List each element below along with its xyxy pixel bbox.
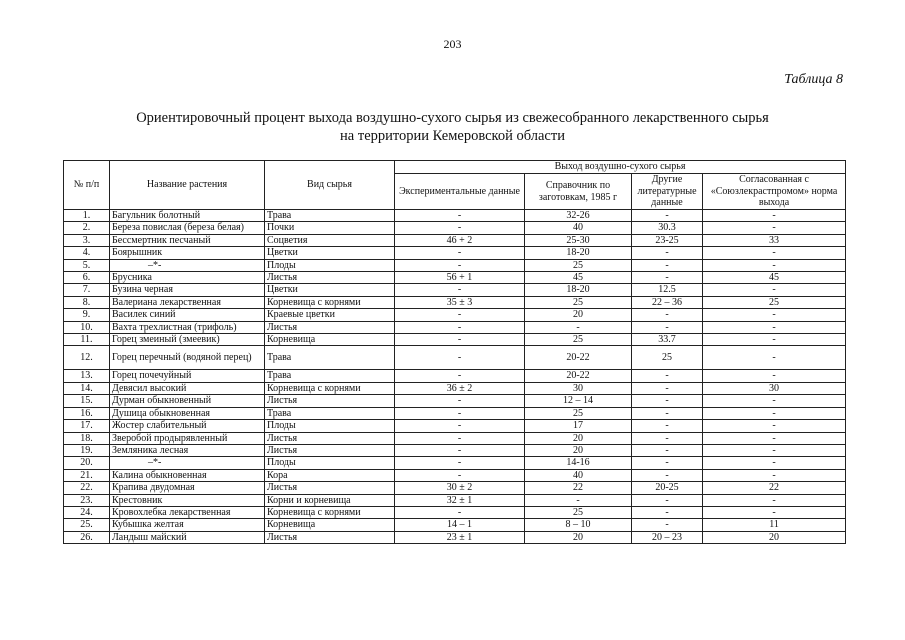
cell-num: 17. <box>64 420 110 432</box>
cell-num: 8. <box>64 296 110 308</box>
table-row <box>64 321 846 333</box>
cell-exp: - <box>395 210 525 222</box>
table-title <box>0 109 905 145</box>
cell-ref: 20-22 <box>525 370 632 382</box>
cell-agreed: 30 <box>703 382 846 394</box>
cell-num: 16. <box>64 407 110 419</box>
cell-exp: 23 ± 1 <box>395 531 525 543</box>
cell-exp: - <box>395 407 525 419</box>
table-row <box>64 469 846 481</box>
table-row <box>64 234 846 246</box>
cell-num: 12. <box>64 346 110 370</box>
cell-type: Листья <box>265 482 395 494</box>
cell-num: 23. <box>64 494 110 506</box>
title-line-2: на территории Кемеровской области <box>340 128 565 144</box>
cell-name: Калина обыкновенная <box>110 469 265 481</box>
table-row <box>64 506 846 518</box>
cell-name: Бузина черная <box>110 284 265 296</box>
cell-agreed: 33 <box>703 234 846 246</box>
cell-agreed: - <box>703 247 846 259</box>
table-row <box>64 482 846 494</box>
cell-name: Ландыш майский <box>110 531 265 543</box>
table-row <box>64 432 846 444</box>
cell-lit: - <box>632 519 703 531</box>
cell-exp: - <box>395 370 525 382</box>
cell-type: Корневища с корнями <box>265 382 395 394</box>
cell-ref: 25 <box>525 407 632 419</box>
cell-type: Листья <box>265 321 395 333</box>
header-group: Выход воздушно-сухого сырья <box>395 161 846 174</box>
cell-agreed: 11 <box>703 519 846 531</box>
table-row <box>64 259 846 271</box>
cell-exp: 32 ± 1 <box>395 494 525 506</box>
table-row <box>64 284 846 296</box>
header-agreed: Согласованная с «Союзлекрастпромом» норма выхода <box>703 174 846 210</box>
table-row <box>64 519 846 531</box>
cell-num: 11. <box>64 334 110 346</box>
cell-ref: 18-20 <box>525 247 632 259</box>
cell-agreed: - <box>703 370 846 382</box>
cell-exp: 46 + 2 <box>395 234 525 246</box>
cell-agreed: - <box>703 506 846 518</box>
header-name: Название растения <box>110 161 265 210</box>
cell-exp: 36 ± 2 <box>395 382 525 394</box>
cell-ref: 20-22 <box>525 346 632 370</box>
cell-name: Горец почечуйный <box>110 370 265 382</box>
table-row <box>64 395 846 407</box>
cell-lit: 12.5 <box>632 284 703 296</box>
cell-lit: 30.3 <box>632 222 703 234</box>
cell-name: Земляника лесная <box>110 444 265 456</box>
cell-agreed: - <box>703 432 846 444</box>
cell-agreed: - <box>703 334 846 346</box>
table-row <box>64 334 846 346</box>
cell-type: Цветки <box>265 284 395 296</box>
table-header <box>64 161 846 210</box>
cell-ref: 12 – 14 <box>525 395 632 407</box>
cell-name: Крапива двудомная <box>110 482 265 494</box>
cell-ref: 32-26 <box>525 210 632 222</box>
cell-exp: - <box>395 259 525 271</box>
cell-lit: - <box>632 272 703 284</box>
cell-lit: 22 – 36 <box>632 296 703 308</box>
cell-type: Краевые цветки <box>265 309 395 321</box>
cell-name: Василек синий <box>110 309 265 321</box>
cell-type: Почки <box>265 222 395 234</box>
cell-num: 24. <box>64 506 110 518</box>
cell-type: Корневища с корнями <box>265 296 395 308</box>
cell-ref: 25 <box>525 296 632 308</box>
cell-ref: 25-30 <box>525 234 632 246</box>
cell-ref: - <box>525 494 632 506</box>
cell-num: 25. <box>64 519 110 531</box>
cell-type: Трава <box>265 346 395 370</box>
cell-agreed: - <box>703 420 846 432</box>
cell-num: 20. <box>64 457 110 469</box>
cell-agreed: - <box>703 444 846 456</box>
header-lit: Другие литературные данные <box>632 174 703 210</box>
header-num: № п/п <box>64 161 110 210</box>
cell-type: Листья <box>265 432 395 444</box>
cell-name: Багульник болотный <box>110 210 265 222</box>
table-row <box>64 222 846 234</box>
cell-type: Трава <box>265 407 395 419</box>
cell-type: Цветки <box>265 247 395 259</box>
table-row <box>64 531 846 543</box>
header-ref: Справочник по заготовкам, 1985 г <box>525 174 632 210</box>
cell-lit: - <box>632 259 703 271</box>
cell-ref: - <box>525 321 632 333</box>
ditto-mark: –*- <box>148 457 162 469</box>
cell-ref: 25 <box>525 506 632 518</box>
cell-ref: 30 <box>525 382 632 394</box>
table-row <box>64 444 846 456</box>
cell-lit: - <box>632 420 703 432</box>
cell-exp: - <box>395 457 525 469</box>
cell-lit: - <box>632 309 703 321</box>
cell-num: 1. <box>64 210 110 222</box>
table-row <box>64 210 846 222</box>
cell-type: Корневища <box>265 519 395 531</box>
cell-ref: 40 <box>525 469 632 481</box>
cell-lit: - <box>632 432 703 444</box>
cell-type: Корневища <box>265 334 395 346</box>
ditto-mark: –*- <box>148 259 162 271</box>
cell-ref: 45 <box>525 272 632 284</box>
cell-lit: 25 <box>632 346 703 370</box>
cell-ref: 20 <box>525 444 632 456</box>
cell-num: 7. <box>64 284 110 296</box>
cell-agreed: - <box>703 309 846 321</box>
table-row <box>64 346 846 370</box>
header-exp: Экспериментальные данные <box>395 174 525 210</box>
page-number: 203 <box>443 37 462 51</box>
cell-lit: 23-25 <box>632 234 703 246</box>
cell-num: 10. <box>64 321 110 333</box>
cell-num: 18. <box>64 432 110 444</box>
cell-exp: - <box>395 346 525 370</box>
cell-agreed: - <box>703 259 846 271</box>
cell-agreed: 20 <box>703 531 846 543</box>
cell-num: 21. <box>64 469 110 481</box>
cell-exp: - <box>395 222 525 234</box>
cell-ref: 8 – 10 <box>525 519 632 531</box>
cell-agreed: - <box>703 395 846 407</box>
table-row <box>64 296 846 308</box>
cell-lit: - <box>632 210 703 222</box>
cell-exp: - <box>395 334 525 346</box>
cell-exp: - <box>395 309 525 321</box>
table-label: Таблица 8 <box>784 72 843 87</box>
cell-type: Листья <box>265 272 395 284</box>
cell-lit: - <box>632 321 703 333</box>
cell-agreed: - <box>703 494 846 506</box>
cell-lit: - <box>632 247 703 259</box>
cell-type: Соцветия <box>265 234 395 246</box>
cell-type: Плоды <box>265 420 395 432</box>
cell-num: 19. <box>64 444 110 456</box>
table-row <box>64 309 846 321</box>
cell-name: Душица обыкновенная <box>110 407 265 419</box>
cell-num: 26. <box>64 531 110 543</box>
table-body <box>64 210 846 544</box>
table-row <box>64 382 846 394</box>
cell-exp: 35 ± 3 <box>395 296 525 308</box>
cell-ref: 20 <box>525 432 632 444</box>
cell-type: Кора <box>265 469 395 481</box>
cell-lit: - <box>632 395 703 407</box>
cell-agreed: - <box>703 407 846 419</box>
cell-name-ditto <box>110 457 265 469</box>
cell-name: Зверобой продырявленный <box>110 432 265 444</box>
cell-exp: - <box>395 247 525 259</box>
cell-name: Брусника <box>110 272 265 284</box>
cell-type: Плоды <box>265 457 395 469</box>
cell-type: Трава <box>265 210 395 222</box>
cell-num: 15. <box>64 395 110 407</box>
table-row <box>64 457 846 469</box>
cell-exp: - <box>395 444 525 456</box>
cell-num: 3. <box>64 234 110 246</box>
cell-exp: - <box>395 432 525 444</box>
cell-num: 13. <box>64 370 110 382</box>
cell-name: Девясил высокий <box>110 382 265 394</box>
cell-name: Валериана лекарственная <box>110 296 265 308</box>
cell-lit: 20 – 23 <box>632 531 703 543</box>
cell-type: Листья <box>265 444 395 456</box>
cell-agreed: - <box>703 222 846 234</box>
cell-lit: 33.7 <box>632 334 703 346</box>
cell-num: 2. <box>64 222 110 234</box>
cell-name: Горец змеиный (змеевик) <box>110 334 265 346</box>
cell-lit: 20-25 <box>632 482 703 494</box>
cell-lit: - <box>632 494 703 506</box>
cell-num: 14. <box>64 382 110 394</box>
table-row <box>64 494 846 506</box>
cell-ref: 25 <box>525 259 632 271</box>
cell-name: Вахта трехлистная (трифоль) <box>110 321 265 333</box>
cell-type: Корневища с корнями <box>265 506 395 518</box>
cell-name: Боярышник <box>110 247 265 259</box>
cell-exp: 30 ± 2 <box>395 482 525 494</box>
cell-ref: 22 <box>525 482 632 494</box>
cell-agreed: - <box>703 210 846 222</box>
cell-num: 6. <box>64 272 110 284</box>
cell-type: Корни и корневища <box>265 494 395 506</box>
cell-name: Кубышка желтая <box>110 519 265 531</box>
cell-num: 22. <box>64 482 110 494</box>
cell-name: Крестовник <box>110 494 265 506</box>
cell-lit: - <box>632 457 703 469</box>
cell-exp: - <box>395 284 525 296</box>
cell-name: Бессмертник песчаный <box>110 234 265 246</box>
cell-exp: 56 + 1 <box>395 272 525 284</box>
cell-agreed: 45 <box>703 272 846 284</box>
cell-lit: - <box>632 506 703 518</box>
cell-lit: - <box>632 407 703 419</box>
cell-agreed: - <box>703 321 846 333</box>
table-row <box>64 272 846 284</box>
cell-agreed: - <box>703 457 846 469</box>
header-type: Вид сырья <box>265 161 395 210</box>
cell-exp: - <box>395 469 525 481</box>
cell-exp: - <box>395 506 525 518</box>
data-table <box>63 160 846 544</box>
table-row <box>64 370 846 382</box>
cell-name: Береза повислая (береза белая) <box>110 222 265 234</box>
cell-exp: 14 – 1 <box>395 519 525 531</box>
cell-agreed: - <box>703 346 846 370</box>
cell-name: Жостер слабительный <box>110 420 265 432</box>
cell-ref: 18-20 <box>525 284 632 296</box>
cell-lit: - <box>632 444 703 456</box>
cell-type: Плоды <box>265 259 395 271</box>
table-row <box>64 420 846 432</box>
cell-num: 4. <box>64 247 110 259</box>
cell-exp: - <box>395 395 525 407</box>
cell-exp: - <box>395 321 525 333</box>
cell-agreed: - <box>703 469 846 481</box>
table-row <box>64 407 846 419</box>
cell-ref: 25 <box>525 334 632 346</box>
title-line-1: Ориентировочный процент выхода воздушно-сухого сырья из свежесобранного лекарственного сырья <box>136 110 769 126</box>
cell-ref: 20 <box>525 309 632 321</box>
table-row <box>64 247 846 259</box>
cell-type: Листья <box>265 395 395 407</box>
cell-ref: 17 <box>525 420 632 432</box>
cell-agreed: 25 <box>703 296 846 308</box>
cell-name: Горец перечный (водяной перец) <box>110 346 265 370</box>
cell-exp: - <box>395 420 525 432</box>
cell-agreed: 22 <box>703 482 846 494</box>
cell-name: Кровохлебка лекарственная <box>110 506 265 518</box>
cell-name-ditto <box>110 259 265 271</box>
cell-agreed: - <box>703 284 846 296</box>
cell-ref: 40 <box>525 222 632 234</box>
cell-num: 9. <box>64 309 110 321</box>
cell-lit: - <box>632 370 703 382</box>
cell-type: Трава <box>265 370 395 382</box>
cell-ref: 20 <box>525 531 632 543</box>
cell-lit: - <box>632 382 703 394</box>
cell-lit: - <box>632 469 703 481</box>
cell-type: Листья <box>265 531 395 543</box>
cell-name: Дурман обыкновенный <box>110 395 265 407</box>
cell-num: 5. <box>64 259 110 271</box>
cell-ref: 14-16 <box>525 457 632 469</box>
